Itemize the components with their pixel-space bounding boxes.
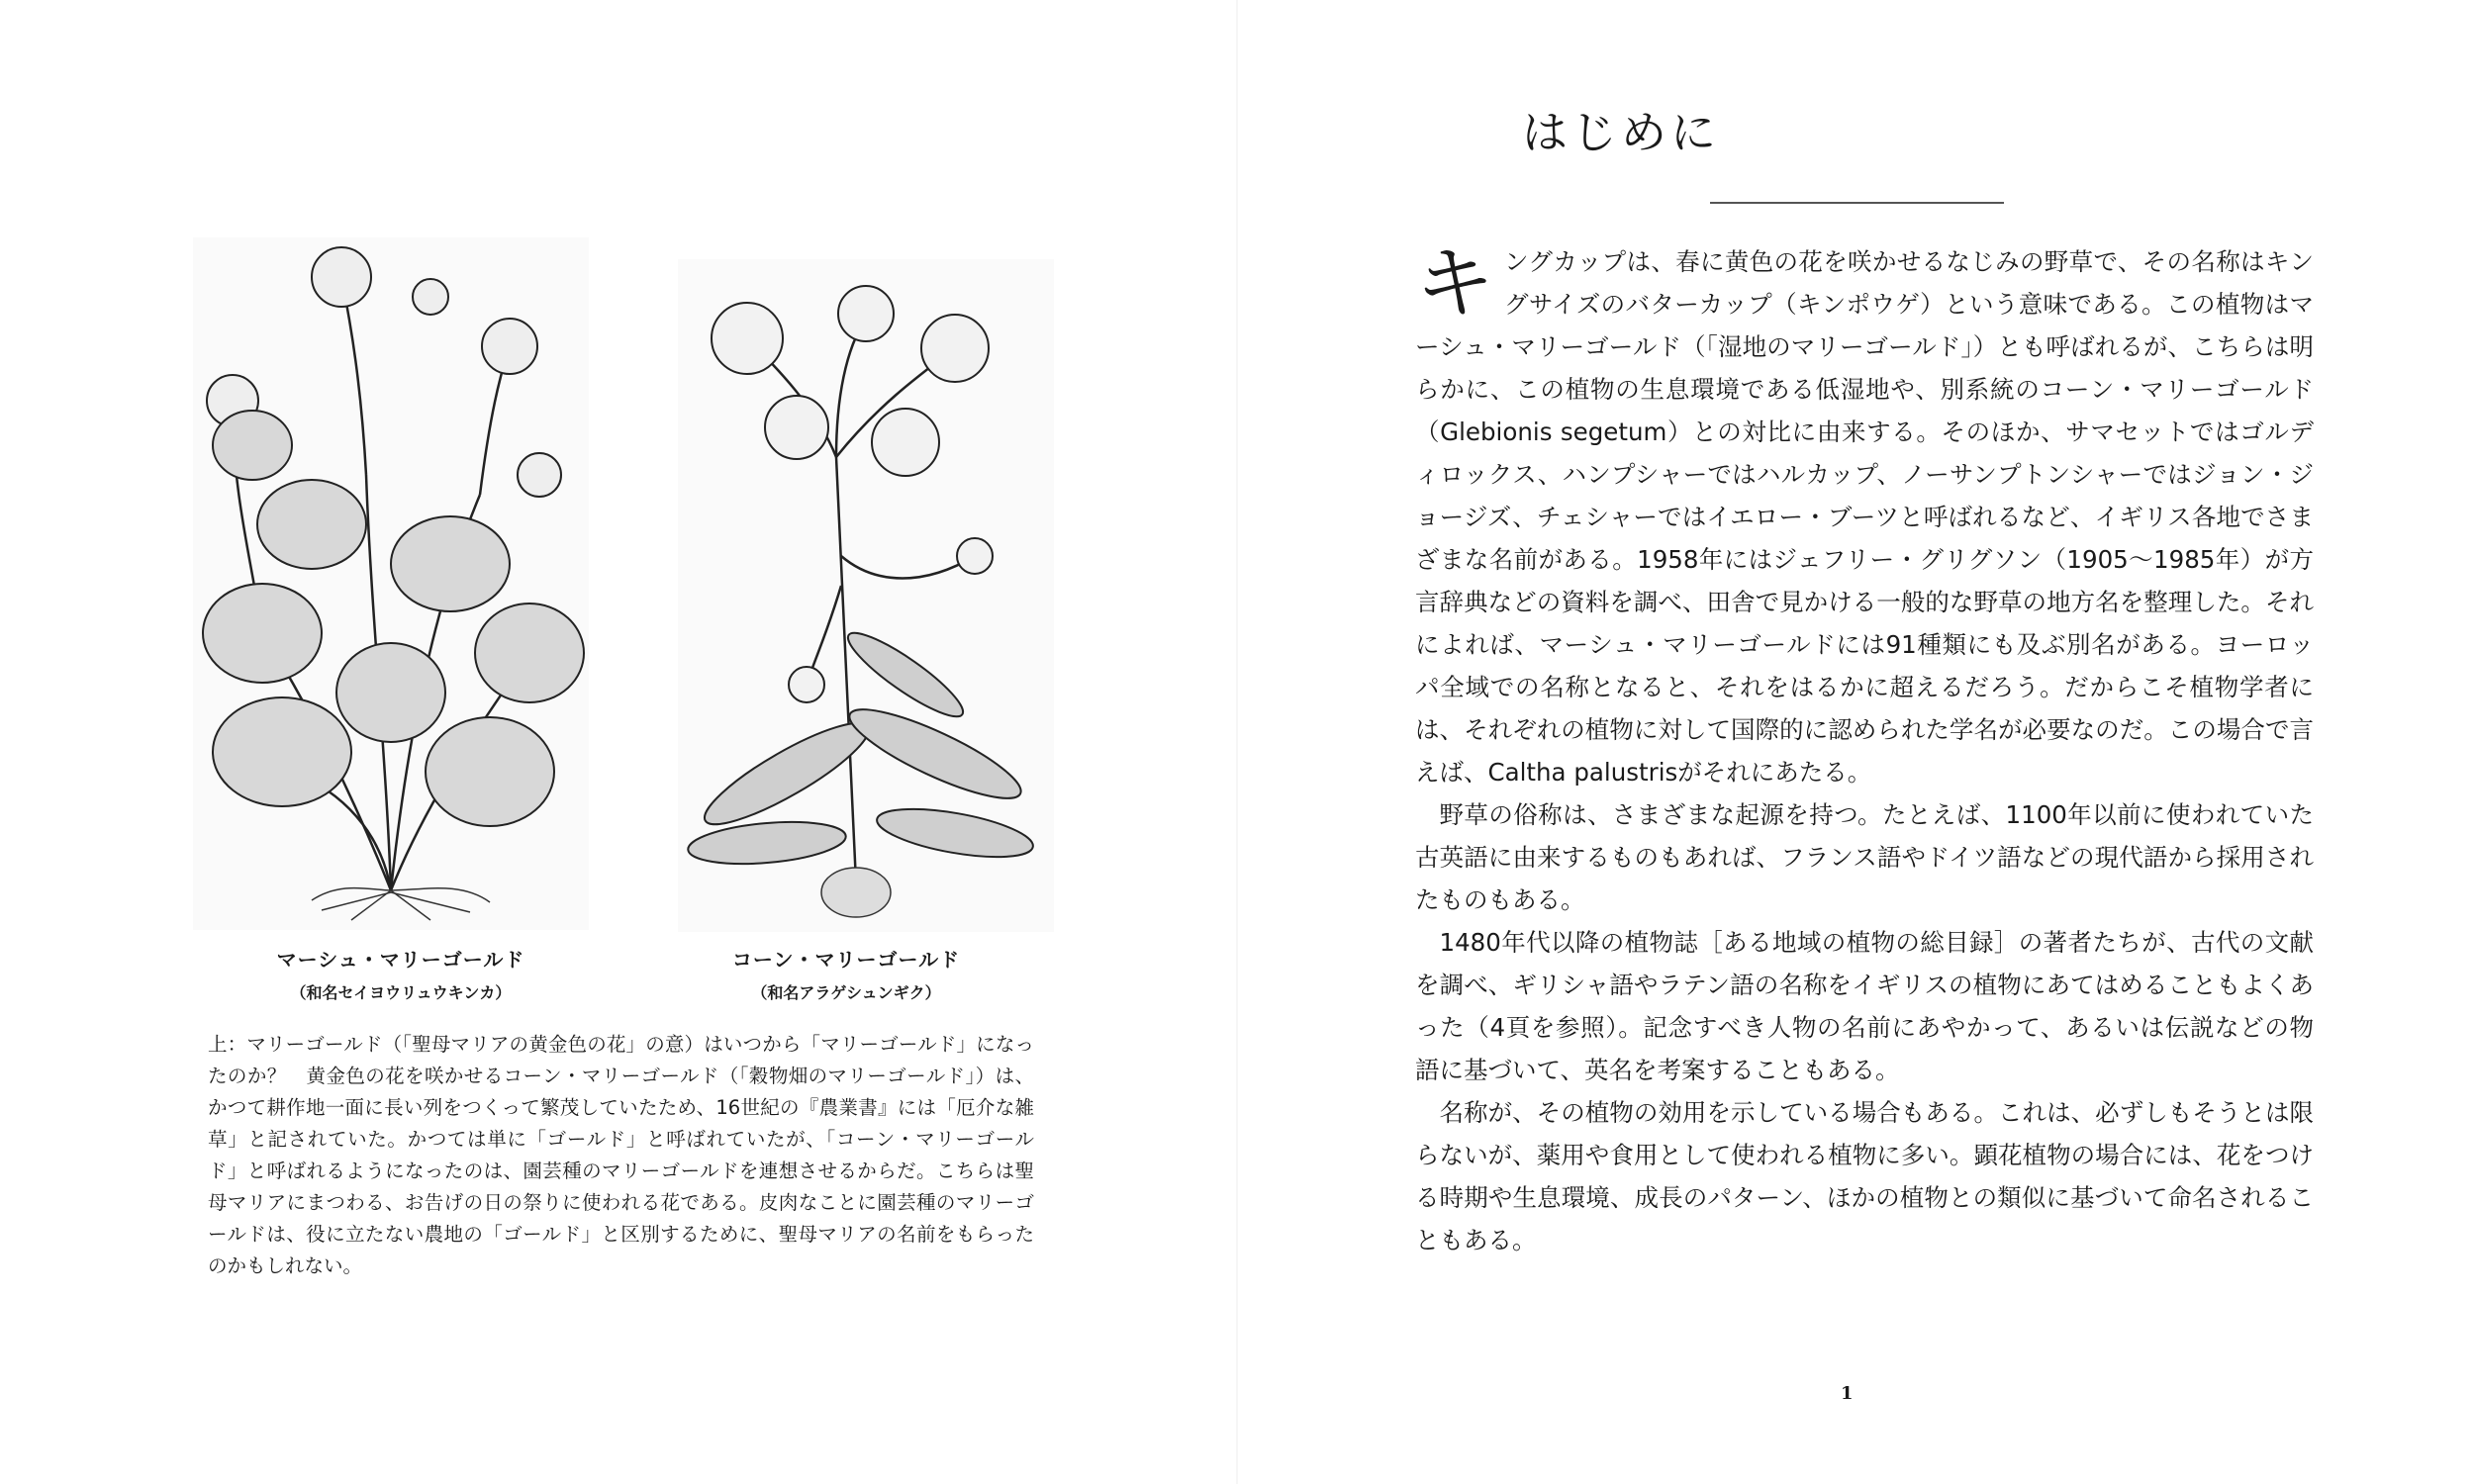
plate-name: マーシュ・マリーゴールド (276, 948, 525, 972)
body-paragraph: 1480年代以降の植物誌［ある地域の植物の総目録］の著者たちが、古代の文献を調べ、ギリシャ語やラテン語の名称をイギリスの植物にあてはめることもよくあった（4頁を参照）。記念すべき人物の名前にあやかって、あるいは伝説などの物語に基づいて、英名を考案することもある。 (1415, 928, 2314, 1084)
plate-name: コーン・マリーゴールド (731, 948, 961, 972)
body-text (1415, 237, 2314, 1261)
page-number: 1 (1841, 1383, 1854, 1404)
title-rule (1710, 202, 2004, 204)
chapter-title: はじめに (1522, 106, 1720, 159)
plate-alias: （和名セイヨウリュウキンカ） (290, 983, 512, 1002)
plate-alias: （和名アラゲシュンギク） (751, 983, 941, 1002)
body-paragraph: 野草の俗称は、さまざまな起源を持つ。たとえば、1100年以前に使われていた古英語に由来するものもあれば、フランス語やドイツ語などの現代語から採用されたものもある。 (1415, 800, 2314, 914)
body-paragraph: 名称が、その植物の効用を示している場合もある。これは、必ずしもそうとは限らないが、薬用や食用として使われる植物に多い。顕花植物の場合には、花をつける時期や生息環境、成長のパターン、ほかの植物との類似に基づいて命名されることもある。 (1415, 1098, 2314, 1254)
paragraph-text: ングカップは、春に黄色の花を咲かせるなじみの野草で、その名称はキングサイズのバターカップ（キンポウゲ）という意味である。この植物はマーシュ・マリーゴールド（「湿地のマリーゴールド」）とも呼ばれるが、こちらは明らかに、この植物の生息環境である低湿地や、別系統のコーン・マリーゴールド（Glebionis segetum）との対比に由来する。そのほか、サマセットではゴルディロックス、ハンプシャーではハルカップ、ノーサンプトンシャーではジョン・ジョージズ、チェシャーではイエロー・ブーツと呼ばれるなど、イギリス各地でさまざまな名前がある。1958年にはジェフリー・グリグソン（1905〜1985年）が方言辞典などの資料を調べ、田舎で見かける一般的な野草の地方名を整理した。それによれば、マーシュ・マリーゴールドには91種類にも及ぶ別名がある。ヨーロッパ全域での名称となると、それをはるかに超えるだろう。だからこそ植物学者には、それぞれの植物に対して国際的に認められた学名が必要なのだ。この場合で言えば、Caltha palustrisがそれにあたる。 (1415, 247, 2314, 787)
drop-cap: キ (1415, 237, 1494, 329)
side-note: 上：マリーゴールド（「聖母マリアの黄金色の花」の意）はいつから「マリーゴールド」になったのか？ 黄金色の花を咲かせるコーン・マリーゴールド（「穀物畑のマリーゴールド」）は、かつて耕作地一面に長い列をつくって繁茂していたため、16世紀の『農業書』には「厄介な雑草」と記されていた。かつては単に「ゴールド」と呼ばれていたが、「コーン・マリーゴールド」と呼ばれるようになったのは、園芸種のマリーゴールドを連想させるからだ。こちらは聖母マリアにまつわる、お告げの日の祭りに使われる花である。皮肉なことに園芸種のマリーゴールドは、役に立たない農地の「ゴールド」と区別するために、聖母マリアの名前をもらったのかもしれない。 (208, 1033, 1034, 1277)
body-paragraph (1415, 237, 2314, 793)
